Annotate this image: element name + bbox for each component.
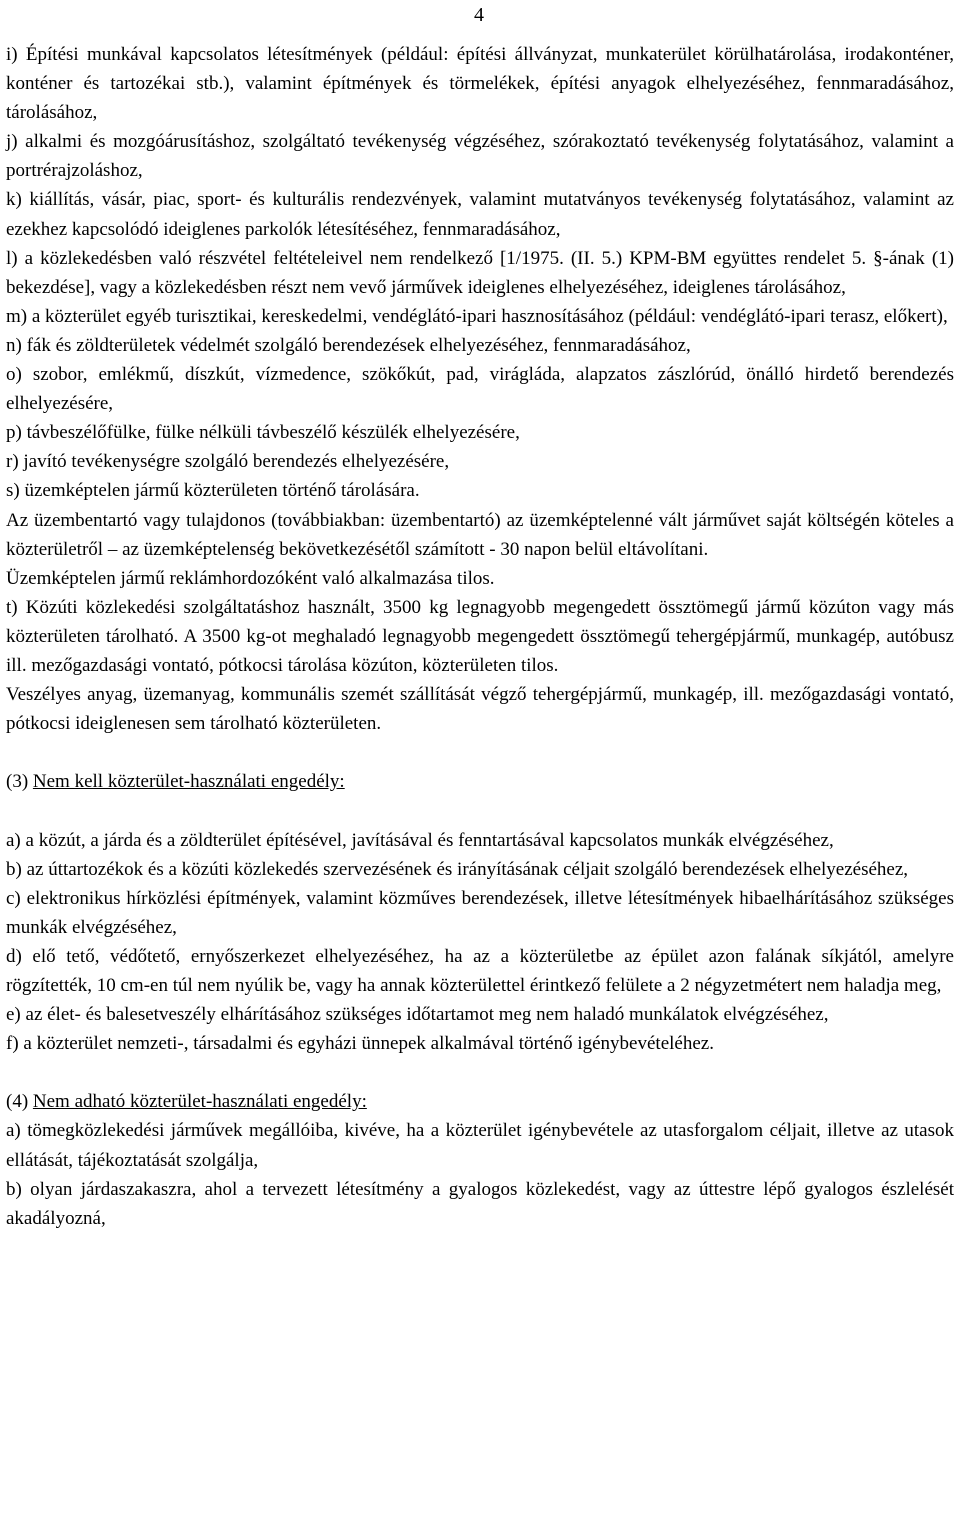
section-number: (4) <box>6 1091 33 1113</box>
section-title: Nem kell közterület-használati engedély: <box>32 771 345 793</box>
paragraph: c) elektronikus hírközlési építmények, valamint közműves berendezések, illetve létesítmények hibaelhárításához szükséges munkák elvégzéséhez, <box>6 887 954 938</box>
paragraph: a) tömegközlekedési járművek megállóiba, kivéve, ha a közterület igénybevétele az utasforgalom céljait, illetve az utasok ellátását, tájékoztatását szolgálja, <box>6 1120 954 1171</box>
paragraph: d) elő tető, védőtető, ernyőszerkezet elhelyezéséhez, ha az a közterületbe az épület azon falának síkjától, amelyre rögzítették, 10 cm-en túl nem nyúlik be, vagy ha annak közterülettel érintkező felülete a 2 négyzetmétert nem haladja meg, <box>6 945 954 996</box>
paragraph: i) Építési munkával kapcsolatos létesítmények (például: építési állványzat, munkaterület körülhatárolása, irodakonténer, konténer és tartozékai stb.), valamint építmények és törmelékek, építési anyagok elhelyezéséhez, fennmaradásához, tárolásához, <box>6 44 954 124</box>
paragraph: r) javító tevékenységre szolgáló berendezés elhelyezésére, <box>6 451 450 473</box>
section-number: (3) <box>6 771 33 793</box>
section-heading <box>6 1087 954 1116</box>
section-title: Nem adható közterület-használati engedély: <box>32 1091 367 1113</box>
paragraph: l) a közlekedésben való részvétel feltételeivel nem rendelkező [1/1975. (II. 5.) KPM-BM együttes rendelet 5. §-ának (1) bekezdése], vagy a közlekedésben részt nem vevő járművek ideiglenes elhelyezéséhez, ideiglenes tárolásához, <box>6 247 954 298</box>
section-heading <box>6 767 954 796</box>
document-body <box>6 40 954 1233</box>
paragraph: n) fák és zöldterületek védelmét szolgáló berendezések elhelyezéséhez, fennmaradásához, <box>6 334 691 356</box>
paragraph: p) távbeszélőfülke, fülke nélküli távbeszélő készülék elhelyezésére, <box>6 422 520 444</box>
paragraph: o) szobor, emlékmű, díszkút, vízmedence, szökőkút, pad, virágláda, alapzatos zászlórúd, önálló hirdető berendezés elhelyezésére, <box>6 364 954 415</box>
paragraph: b) olyan járdaszakaszra, ahol a tervezett létesítmény a gyalogos közlekedést, vagy az úttestre lépő gyalogos észlelését akadályozná, <box>6 1178 954 1229</box>
paragraph: Veszélyes anyag, üzemanyag, kommunális szemét szállítását végző tehergépjármű, munkagép, ill. mezőgazdasági vontató, pótkocsi ideiglenesen sem tárolható közterületen. <box>6 684 954 735</box>
paragraph: k) kiállítás, vásár, piac, sport- és kulturális rendezvények, valamint mutatványos tevékenység folytatásához, valamint az ezekhez kapcsolódó ideiglenes parkolók létesítéséhez, fennmaradásához, <box>6 189 954 240</box>
paragraph: s) üzemképtelen jármű közterületen történő tárolására. <box>6 480 420 502</box>
paragraph-spacer <box>6 1058 954 1087</box>
paragraph: e) az élet- és balesetveszély elhárításához szükséges időtartamot meg nem haladó munkálatok elvégzéséhez, <box>6 1004 829 1026</box>
paragraph: Az üzembentartó vagy tulajdonos (továbbiakban: üzembentartó) az üzemképtelenné vált járművet saját költségén köteles a közterületről – az üzemképtelenség bekövetkezésétől számított - 30 napon belül eltávolítani. <box>6 509 954 560</box>
page-number: 4 <box>474 4 484 26</box>
paragraph: f) a közterület nemzeti-, társadalmi és egyházi ünnepek alkalmával történő igénybevételéhez. <box>6 1033 714 1055</box>
paragraph-spacer <box>6 738 954 767</box>
paragraph: j) alkalmi és mozgóárusításhoz, szolgáltató tevékenység végzéséhez, szórakoztató tevékenység folytatásához, valamint a portrérajzoláshoz, <box>6 131 954 182</box>
paragraph: Üzemképtelen jármű reklámhordozóként való alkalmazása tilos. <box>6 567 495 589</box>
paragraph-spacer <box>6 796 954 825</box>
paragraph: b) az úttartozékok és a közúti közlekedés szervezésének és irányításának céljait szolgáló berendezések elhelyezéséhez, <box>6 858 909 880</box>
paragraph: t) Közúti közlekedési szolgáltatáshoz használt, 3500 kg legnagyobb megengedett össztömegű jármű közúton vagy más közterületen tárolható. A 3500 kg-ot meghaladó legnagyobb megengedett össztömegű tehergépjármű, munkagép, autóbusz ill. mezőgazdasági vontató, pótkocsi tárolása közúton, közterületen tilos. <box>6 596 954 676</box>
paragraph: m) a közterület egyéb turisztikai, kereskedelmi, vendéglátó-ipari hasznosításához (például: vendéglátó-ipari terasz, előkert), <box>6 305 948 327</box>
paragraph: a) a közút, a járda és a zöldterület építésével, javításával és fenntartásával kapcsolatos munkák elvégzéséhez, <box>6 829 834 851</box>
